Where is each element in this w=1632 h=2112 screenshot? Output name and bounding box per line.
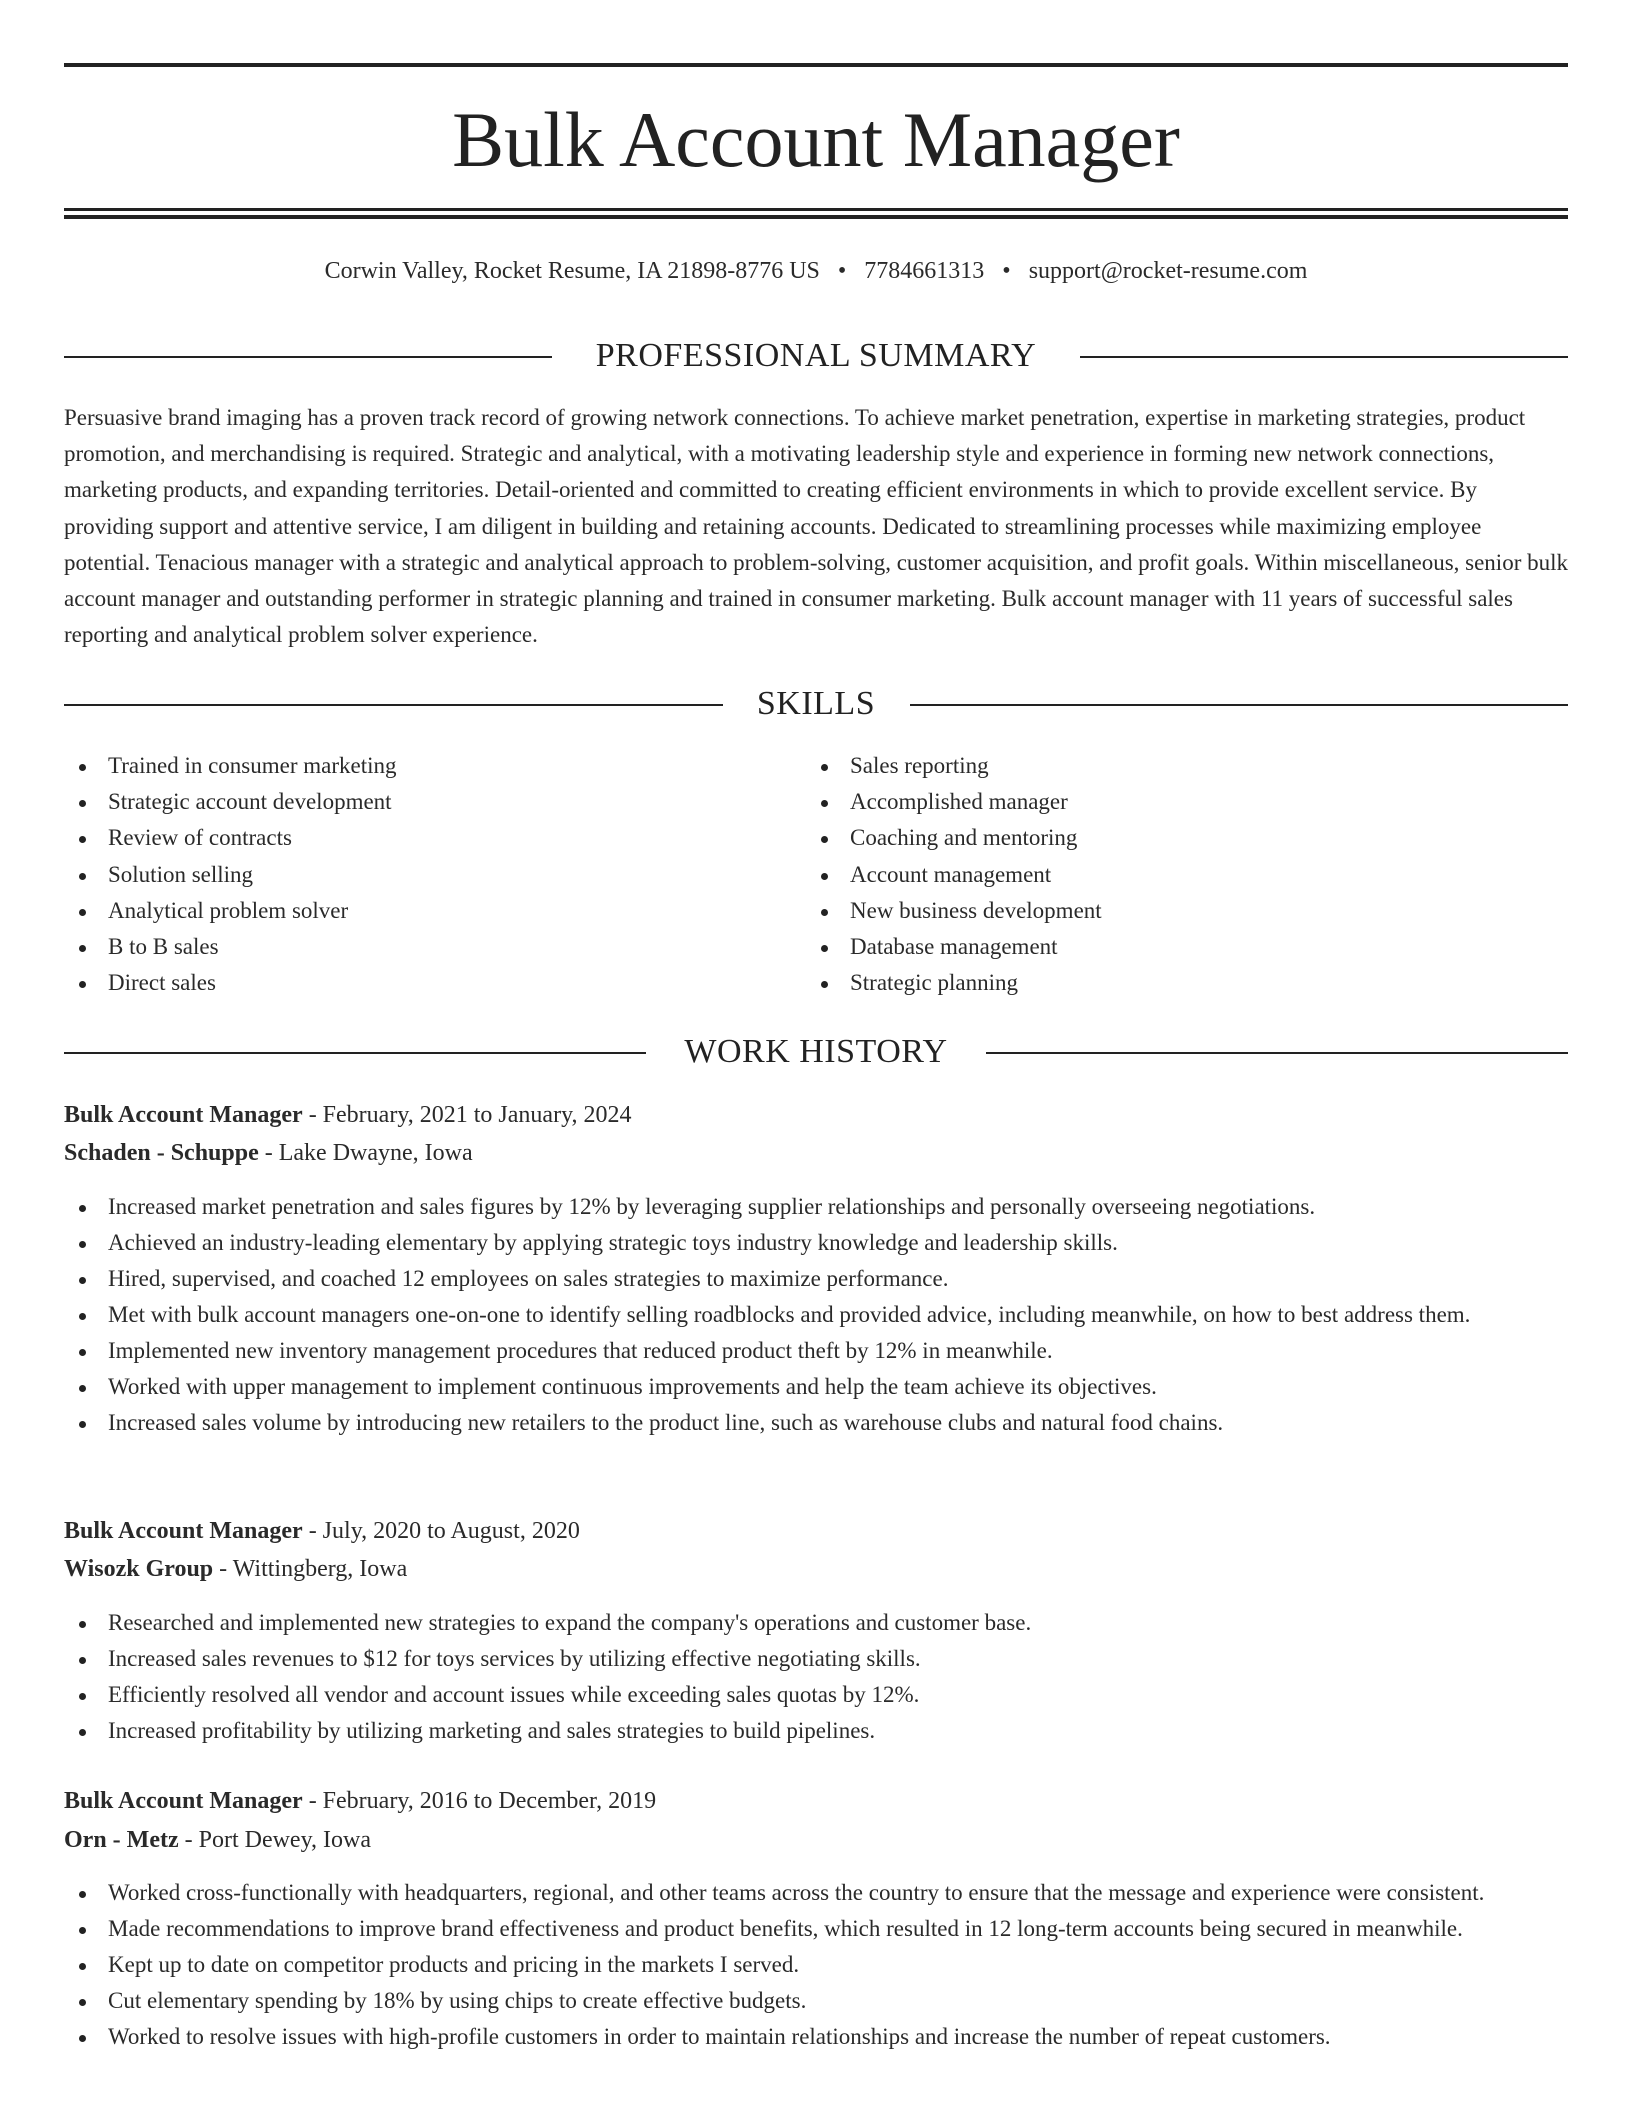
job-bullet: Made recommendations to improve brand effectiveness and product benefits, which resulted in 12 long-term accounts being secured in meanwhile. (64, 1911, 1568, 1947)
job-bullet: Increased sales revenues to $12 for toys services by utilizing effective negotiating skills. (64, 1641, 1568, 1677)
job-title: Bulk Account Manager (64, 1518, 303, 1544)
top-rule (64, 63, 1568, 67)
skill-item: Sales reporting (806, 748, 1102, 784)
contact-separator: • (1002, 258, 1011, 284)
skill-item: Strategic planning (806, 965, 1102, 1001)
contact-line (64, 254, 1568, 288)
job-bullet: Efficiently resolved all vendor and account issues while exceeding sales quotas by 12%. (64, 1677, 1568, 1713)
job-bullet: Hired, supervised, and coached 12 employees on sales strategies to maximize performance. (64, 1261, 1568, 1297)
job-bullets (64, 1189, 1568, 1441)
job-location: - Lake Dwayne, Iowa (258, 1140, 473, 1166)
page-title: Bulk Account Manager (452, 96, 1180, 183)
job-company-line (64, 1550, 1568, 1588)
section-header-work (64, 1030, 1568, 1074)
skill-item: Database management (806, 929, 1102, 965)
job-bullet: Worked to resolve issues with high-profile customers in order to maintain relationships and increase the number of repeat customers. (64, 2019, 1568, 2055)
skills-list-left (64, 748, 397, 1001)
summary-text: Persuasive brand imaging has a proven track record of growing network connections. To achieve market penetration, expertise in marketing strategies, product promotion, and merchandising is required. Strategic and analytical, with a motivating leadership style and experience in forming new network connections, marketing products, and expanding territories. Detail-oriented and committed to creating efficient environments in which to provide excellent service. By providing support and attentive service, I am diligent in building and retaining accounts. Dedicated to streamlining processes while maximizing employee potential. Tenacious manager with a strategic and analytical approach to problem-solving, customer acquisition, and profit goals. Within miscellaneous, senior bulk account manager and outstanding performer in strategic planning and trained in consumer marketing. Bulk account manager with 11 years of successful sales reporting and analytical problem solver experience. (64, 405, 1568, 648)
job-bullet: Worked with upper management to implement continuous improvements and help the team achieve its objectives. (64, 1369, 1568, 1405)
job-title: Bulk Account Manager (64, 1102, 303, 1128)
job-dates: - July, 2020 to August, 2020 (302, 1518, 580, 1544)
job-dates: - February, 2021 to January, 2024 (302, 1102, 632, 1128)
job-bullet: Achieved an industry-leading elementary by applying strategic toys industry knowledge and leadership skills. (64, 1225, 1568, 1261)
job-bullet: Increased sales volume by introducing new retailers to the product line, such as warehouse clubs and natural food chains. (64, 1405, 1568, 1441)
skill-item: Accomplished manager (806, 784, 1102, 820)
section-title: SKILLS (756, 685, 876, 722)
job-company: Orn - Metz (64, 1827, 179, 1853)
job-location: - Port Dewey, Iowa (178, 1827, 371, 1853)
job-bullet: Worked cross-functionally with headquarters, regional, and other teams across the country to ensure that the message and experience were consistent. (64, 1875, 1568, 1911)
skill-item: Coaching and mentoring (806, 820, 1102, 856)
job-bullet: Implemented new inventory management procedures that reduced product theft by 12% in meanwhile. (64, 1333, 1568, 1369)
job-title-line (64, 1512, 1568, 1550)
skill-item: Analytical problem solver (64, 893, 397, 929)
job-title-line (64, 1096, 1568, 1134)
skill-item: New business development (806, 893, 1102, 929)
skill-item: Account management (806, 857, 1102, 893)
job-bullet: Increased profitability by utilizing marketing and sales strategies to build pipelines. (64, 1713, 1568, 1749)
skill-item: Strategic account development (64, 784, 397, 820)
contact-email: support@rocket-resume.com (1028, 258, 1308, 284)
skill-item: Solution selling (64, 857, 397, 893)
job-title: Bulk Account Manager (64, 1788, 303, 1814)
job-location: - Wittingberg, Iowa (213, 1556, 408, 1582)
job-company: Schaden - Schuppe (64, 1140, 259, 1166)
job-bullet: Researched and implemented new strategies to expand the company's operations and customer base. (64, 1605, 1568, 1641)
job-bullet: Increased market penetration and sales figures by 12% by leveraging supplier relationships and personally overseeing negotiations. (64, 1189, 1568, 1225)
contact-address: Corwin Valley, Rocket Resume, IA 21898-8776 US (324, 258, 820, 284)
job-bullets (64, 1605, 1568, 1749)
section-header-skills (64, 682, 1568, 726)
skill-item: Review of contracts (64, 820, 397, 856)
section-title: PROFESSIONAL SUMMARY (595, 337, 1037, 374)
skills-list-right (806, 748, 1102, 1001)
job-company-line (64, 1821, 1568, 1859)
contact-phone: 7784661313 (864, 258, 985, 284)
section-title: WORK HISTORY (684, 1033, 948, 1070)
job-title-line (64, 1782, 1568, 1820)
section-header-summary (64, 334, 1568, 378)
job-bullet: Met with bulk account managers one-on-one to identify selling roadblocks and provided advice, including meanwhile, on how to best address them. (64, 1297, 1568, 1333)
title-rule-lower (64, 215, 1568, 219)
job-company-line (64, 1134, 1568, 1172)
skill-item: Trained in consumer marketing (64, 748, 397, 784)
title-rule-upper (64, 208, 1568, 211)
job-dates: - February, 2016 to December, 2019 (302, 1788, 657, 1814)
skill-item: B to B sales (64, 929, 397, 965)
job-bullet: Cut elementary spending by 18% by using chips to create effective budgets. (64, 1983, 1568, 2019)
job-bullets (64, 1875, 1568, 2055)
job-company: Wisozk Group (64, 1556, 214, 1582)
contact-separator: • (837, 258, 847, 284)
skill-item: Direct sales (64, 965, 397, 1001)
job-bullet: Kept up to date on competitor products and pricing in the markets I served. (64, 1947, 1568, 1983)
